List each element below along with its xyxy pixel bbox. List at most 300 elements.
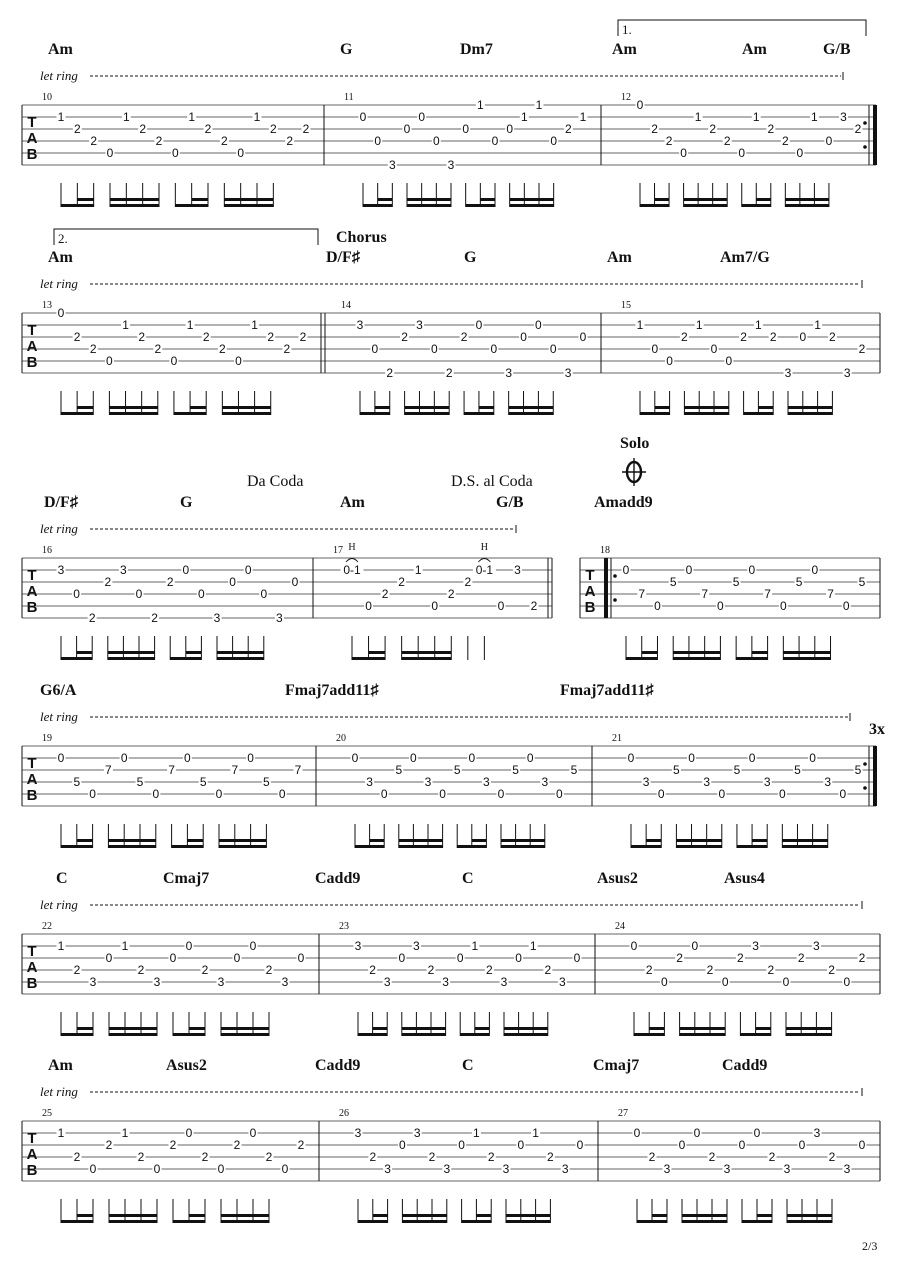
fret-number: 0 xyxy=(120,751,128,765)
fret-number: 0 xyxy=(215,787,223,801)
measure-number: 25 xyxy=(42,1108,52,1119)
fret-number: 0 xyxy=(520,330,527,344)
measure-number: 14 xyxy=(341,300,351,311)
fret-number: 2 xyxy=(201,1150,209,1164)
fret-number: 3 xyxy=(388,158,396,172)
fret-number: 3 xyxy=(514,563,521,577)
tab-clef-t: T xyxy=(27,755,37,772)
fret-number: 0 xyxy=(418,110,426,124)
fret-number: 0 xyxy=(579,330,587,344)
fret-number: 0 xyxy=(657,787,665,801)
fret-number: 0 xyxy=(217,1162,225,1176)
tab-clef-a: A xyxy=(26,1146,38,1163)
beam-secondary xyxy=(787,1214,832,1217)
beam-secondary xyxy=(77,406,93,409)
beam-secondary xyxy=(221,1027,269,1030)
beam-primary xyxy=(684,204,728,207)
fret-number: 1 xyxy=(529,939,537,953)
fret-number: 2 xyxy=(302,122,310,136)
fret-number: 7 xyxy=(827,587,834,601)
fret-number: 0 xyxy=(359,110,367,124)
fret-number: 5 xyxy=(570,763,578,777)
chord-name: Am xyxy=(48,1057,73,1074)
fret-number: 1 xyxy=(253,110,261,124)
beam-primary xyxy=(110,204,159,207)
repeat-dot xyxy=(613,574,617,578)
fret-number: 3 xyxy=(813,1126,821,1140)
hammer-on-label: H xyxy=(348,542,356,553)
beam-secondary xyxy=(109,1214,157,1217)
fret-number: 0 xyxy=(106,354,113,368)
fret-number: 0 xyxy=(169,951,177,965)
chord-name: G xyxy=(180,494,193,511)
measure-11 xyxy=(340,41,588,207)
chord-name: Am xyxy=(48,249,73,266)
beam-primary xyxy=(457,845,486,848)
beam-primary xyxy=(363,204,392,207)
fret-number: 3 xyxy=(703,775,711,789)
fret-number: 3 xyxy=(354,939,362,953)
fret-number: 0 xyxy=(73,587,80,601)
beam-secondary xyxy=(652,1214,667,1217)
fret-number: 2 xyxy=(73,963,81,977)
fret-number: 2 xyxy=(202,330,210,344)
fret-number: 0 xyxy=(633,1126,641,1140)
fret-number: 0 xyxy=(678,1138,686,1152)
fret-number: 2 xyxy=(381,587,389,601)
fret-number: 2 xyxy=(781,134,789,148)
fret-number: 0 xyxy=(796,146,804,160)
beam-secondary xyxy=(187,839,203,842)
fret-number: 2 xyxy=(681,330,688,344)
chord-name: G/B xyxy=(496,494,524,511)
fret-number: 0 xyxy=(171,146,179,160)
fret-number: 0 xyxy=(710,342,718,356)
fret-number: 2 xyxy=(464,575,472,589)
fret-number: 7 xyxy=(231,763,239,777)
fret-number: 0 xyxy=(431,599,439,613)
fret-number: 1 xyxy=(755,318,762,332)
beam-secondary xyxy=(752,651,768,654)
fret-number: 2 xyxy=(105,1138,113,1152)
fret-number: 2 xyxy=(297,1138,305,1152)
fret-number: 0 xyxy=(798,1138,806,1152)
fret-number: 2 xyxy=(829,330,836,344)
tab-clef-t: T xyxy=(27,943,37,960)
fret-number: 0 xyxy=(491,134,499,148)
beam-primary xyxy=(634,1033,664,1036)
beam-secondary xyxy=(472,839,487,842)
beam-primary xyxy=(402,1033,446,1036)
fret-number: 0 xyxy=(748,751,756,765)
fret-number: 2 xyxy=(665,134,673,148)
chord-name: Cmaj7 xyxy=(163,870,210,887)
fret-number: 5 xyxy=(669,575,677,589)
hammer-slur xyxy=(478,559,490,563)
beam-secondary xyxy=(756,1027,771,1030)
let-ring-label: let ring xyxy=(40,897,78,912)
fret-number: 3 xyxy=(413,939,420,953)
fret-number: 2 xyxy=(460,330,468,344)
beam-secondary xyxy=(756,198,771,201)
fret-number: 0 xyxy=(718,787,726,801)
fret-number: 0 xyxy=(468,751,476,765)
fret-number: 2 xyxy=(104,575,112,589)
fret-number: 0 xyxy=(229,575,236,589)
beam-primary xyxy=(108,657,155,660)
fret-number: 2 xyxy=(564,122,572,136)
beam-secondary xyxy=(109,406,157,409)
beam-primary xyxy=(355,845,384,848)
fret-number: 0 xyxy=(526,751,534,765)
fret-number: 0 xyxy=(651,342,659,356)
measure-number: 16 xyxy=(42,545,52,556)
chord-name: Cmaj7 xyxy=(593,1057,640,1074)
fret-number: 3 xyxy=(843,1162,851,1176)
beam-secondary xyxy=(189,1027,205,1030)
fret-number: 0 xyxy=(297,951,305,965)
beam-primary xyxy=(217,657,264,660)
measure-26 xyxy=(315,1057,585,1223)
fret-number: 3 xyxy=(442,975,449,989)
tab-clef-t: T xyxy=(27,1130,37,1147)
fret-number: 2 xyxy=(169,1138,177,1152)
beam-primary xyxy=(504,1033,548,1036)
fret-number: 3 xyxy=(424,775,432,789)
tab-clef-a: A xyxy=(26,338,38,355)
beam-secondary xyxy=(649,1027,664,1030)
fret-number: 0 xyxy=(235,354,242,368)
fret-number: 0 xyxy=(152,787,160,801)
fret-number: 0 xyxy=(182,563,190,577)
fret-number: 0 xyxy=(198,587,205,601)
tab-clef-a: A xyxy=(26,583,38,600)
beam-primary xyxy=(61,412,93,415)
fret-number: 3 xyxy=(752,939,759,953)
beam-secondary xyxy=(684,198,728,201)
beam-primary xyxy=(464,412,494,415)
beam-secondary xyxy=(646,839,661,842)
fret-number: 0 xyxy=(57,751,65,765)
fret-number: 5 xyxy=(199,775,207,789)
fret-number: 0 xyxy=(374,134,382,148)
beam-secondary xyxy=(510,198,554,201)
hammer-on-label: H xyxy=(480,542,488,553)
beam-primary xyxy=(460,1033,489,1036)
beam-secondary xyxy=(222,406,270,409)
measure-15 xyxy=(607,249,867,415)
fret-number: 0 xyxy=(105,951,113,965)
fret-number: 0 xyxy=(517,1138,525,1152)
beam-secondary xyxy=(655,406,670,409)
let-ring-label: let ring xyxy=(40,709,78,724)
fret-number: 1 xyxy=(811,110,818,124)
chord-name: C xyxy=(462,870,474,887)
fret-number: 3 xyxy=(561,1162,569,1176)
beam-primary xyxy=(631,845,661,848)
beam-primary xyxy=(682,1220,727,1223)
fret-number: 3 xyxy=(354,1126,362,1140)
fret-number: 0 xyxy=(738,146,746,160)
fret-number: 1 xyxy=(122,318,129,332)
end-repeat-thick xyxy=(873,105,877,165)
fret-number: 7 xyxy=(105,763,112,777)
fret-number: 2 xyxy=(286,134,294,148)
chord-name: Asus2 xyxy=(166,1057,207,1074)
chord-name: Cadd9 xyxy=(315,1057,361,1074)
fret-number: 0 xyxy=(398,951,406,965)
beam-secondary xyxy=(110,198,159,201)
fret-number: 3 xyxy=(763,775,771,789)
beam-primary xyxy=(742,1220,772,1223)
volta-bracket xyxy=(54,229,318,245)
fret-number: 3 xyxy=(213,611,221,625)
beam-secondary xyxy=(642,651,658,654)
fret-number: 2 xyxy=(427,963,435,977)
fret-number: 2 xyxy=(265,963,273,977)
system-4 xyxy=(22,682,885,848)
chord-name: Asus4 xyxy=(724,870,765,887)
measure-number: 17 xyxy=(333,545,343,556)
chord-name: Fmaj7add11♯ xyxy=(285,682,379,699)
fret-number: 2 xyxy=(151,611,158,625)
beam-primary xyxy=(109,1220,157,1223)
fret-number: 0 xyxy=(462,122,470,136)
navigation-marker: D.S. al Coda xyxy=(451,473,533,490)
fret-number: 2 xyxy=(201,963,209,977)
beam-secondary xyxy=(190,406,206,409)
beam-primary xyxy=(407,204,451,207)
fret-number: 0 xyxy=(680,146,687,160)
beam-primary xyxy=(742,204,771,207)
section-chorus: Chorus xyxy=(336,229,387,246)
beam-primary xyxy=(626,657,657,660)
fret-number: 3 xyxy=(447,158,455,172)
repeat-count: 3x xyxy=(869,721,885,738)
measure-number: 20 xyxy=(336,733,346,744)
beam-primary xyxy=(222,412,270,415)
beam-secondary xyxy=(217,651,264,654)
beam-primary xyxy=(175,204,208,207)
fret-number: 2 xyxy=(265,1150,273,1164)
fret-number: 2 xyxy=(137,963,145,977)
fret-number: 0 xyxy=(135,587,143,601)
beam-secondary xyxy=(758,406,773,409)
beam-primary xyxy=(640,204,669,207)
fret-number: 3 xyxy=(642,775,650,789)
measure-number: 11 xyxy=(344,92,354,103)
chord-name: G6/A xyxy=(40,682,77,699)
fret-number: 1 xyxy=(186,318,194,332)
beam-primary xyxy=(61,657,92,660)
fret-number: 1 xyxy=(579,110,587,124)
fret-number: 5 xyxy=(512,763,519,777)
fret-number: 2 xyxy=(369,1150,377,1164)
beam-secondary xyxy=(402,1027,446,1030)
fret-number: 5 xyxy=(263,775,270,789)
fret-number: 0 xyxy=(278,787,286,801)
fret-number: 0 xyxy=(630,939,638,953)
repeat-dot xyxy=(863,121,867,125)
repeat-dot xyxy=(863,786,867,790)
fret-number: 2 xyxy=(73,122,81,136)
fret-number: 0 xyxy=(748,563,756,577)
beam-secondary xyxy=(192,198,208,201)
fret-number: 1 xyxy=(57,110,65,124)
fret-number: 3 xyxy=(505,366,513,380)
system-5 xyxy=(22,870,880,1036)
beam-secondary xyxy=(509,406,554,409)
measure-number: 22 xyxy=(42,921,52,932)
fret-number: 0 xyxy=(573,951,581,965)
fret-number: 3 xyxy=(383,975,391,989)
fret-number: 3 xyxy=(366,775,373,789)
system-2 xyxy=(22,229,880,415)
fret-number: 1 xyxy=(695,318,703,332)
fret-number: 1 xyxy=(188,110,196,124)
fret-number: 3 xyxy=(89,975,97,989)
beam-secondary xyxy=(108,839,155,842)
fret-number: 2 xyxy=(828,963,835,977)
measure-number: 26 xyxy=(339,1108,349,1119)
fret-number: 0 xyxy=(753,1126,761,1140)
fret-number: 7 xyxy=(294,763,302,777)
fret-number: 0 xyxy=(725,354,733,368)
tab-clef-b: B xyxy=(584,599,596,616)
fret-number: 7 xyxy=(638,587,646,601)
section-solo: Solo xyxy=(620,435,650,452)
chord-name: Asus2 xyxy=(597,870,638,887)
beam-secondary xyxy=(655,198,670,201)
fret-number: 3 xyxy=(483,775,490,789)
beam-secondary xyxy=(373,1214,388,1217)
fret-number: 0 xyxy=(249,1126,257,1140)
system-3 xyxy=(22,435,880,660)
measure-22 xyxy=(42,870,306,1036)
fret-number: 1 xyxy=(121,939,129,953)
beam-primary xyxy=(787,1220,832,1223)
fret-number: 0 xyxy=(576,1138,584,1152)
fret-number: 7 xyxy=(701,587,709,601)
fret-number: 0-1 xyxy=(343,563,361,577)
chord-name: Cadd9 xyxy=(315,870,361,887)
beam-secondary xyxy=(783,651,830,654)
fret-number: 2 xyxy=(269,122,277,136)
let-ring-label: let ring xyxy=(40,1084,78,1099)
beam-secondary xyxy=(682,1214,727,1217)
fret-number: 0 xyxy=(636,98,644,112)
measure-17 xyxy=(333,494,539,660)
beam-secondary xyxy=(369,651,386,654)
beam-secondary xyxy=(399,839,443,842)
fret-number: 3 xyxy=(217,975,225,989)
beam-primary xyxy=(358,1033,387,1036)
fret-number: 0 xyxy=(717,599,724,613)
fret-number: 2 xyxy=(547,1150,554,1164)
beam-secondary xyxy=(476,1214,491,1217)
beam-secondary xyxy=(373,1027,388,1030)
beam-primary xyxy=(221,1220,269,1223)
fret-number: 2 xyxy=(155,134,163,148)
fret-number: 2 xyxy=(447,587,455,601)
beam-primary xyxy=(785,204,829,207)
beam-secondary xyxy=(108,651,155,654)
beam-primary xyxy=(402,657,452,660)
fret-number: 2 xyxy=(88,611,96,625)
tab-clef-b: B xyxy=(26,354,38,371)
beam-secondary xyxy=(785,198,829,201)
fret-number: 0 xyxy=(184,751,191,765)
fret-number: 1 xyxy=(535,98,543,112)
fret-number: 0 xyxy=(556,787,563,801)
fret-number: 0 xyxy=(627,751,635,765)
tab-clef-t: T xyxy=(27,322,37,339)
measure-16 xyxy=(42,494,300,660)
fret-number: 3 xyxy=(416,318,423,332)
fret-number: 3 xyxy=(784,366,792,380)
measure-20 xyxy=(285,682,579,848)
chord-name: C xyxy=(56,870,68,887)
beam-primary xyxy=(680,1033,726,1036)
tab-clef-t: T xyxy=(27,114,37,131)
repeat-dot xyxy=(613,598,617,602)
fret-number: 2 xyxy=(708,1150,716,1164)
fret-number: 2 xyxy=(797,951,805,965)
beam-primary xyxy=(173,1033,205,1036)
fret-number: 3 xyxy=(57,563,65,577)
fret-number: 3 xyxy=(723,1162,731,1176)
fret-number: 2 xyxy=(676,951,683,965)
fret-number: 0 xyxy=(247,751,254,765)
fret-number: 3 xyxy=(413,1126,421,1140)
beam-secondary xyxy=(676,839,721,842)
fret-number: 2 xyxy=(544,963,552,977)
beam-primary xyxy=(399,845,443,848)
fret-number: 1 xyxy=(122,110,130,124)
fret-number: 2 xyxy=(737,951,744,965)
fret-number: 2 xyxy=(709,122,717,136)
fret-number: 2 xyxy=(767,122,775,136)
fret-number: 0 xyxy=(439,787,446,801)
fret-number: 3 xyxy=(276,611,283,625)
fret-number: 7 xyxy=(764,587,771,601)
fret-number: 2 xyxy=(648,1150,656,1164)
measure-number: 23 xyxy=(339,921,349,932)
fret-number: 0 xyxy=(249,939,257,953)
beam-primary xyxy=(61,845,93,848)
fret-number: 0 xyxy=(456,951,464,965)
beam-primary xyxy=(676,845,721,848)
fret-number: 0 xyxy=(475,318,483,332)
fret-number: 5 xyxy=(858,575,866,589)
fret-number: 3 xyxy=(840,110,847,124)
volta-bracket xyxy=(618,20,866,36)
fret-number: 0 xyxy=(779,599,787,613)
fret-number: 0 xyxy=(661,975,668,989)
beam-primary xyxy=(61,204,94,207)
beam-secondary xyxy=(375,406,390,409)
fret-number: 5 xyxy=(673,763,680,777)
fret-number: 2 xyxy=(706,963,714,977)
fret-number: 0 xyxy=(185,1126,193,1140)
fret-number: 3 xyxy=(813,939,820,953)
beam-secondary xyxy=(684,406,728,409)
measure-14 xyxy=(326,249,588,415)
beam-primary xyxy=(61,1220,93,1223)
fret-number: 0 xyxy=(371,342,379,356)
fret-number: 1 xyxy=(251,318,258,332)
beam-primary xyxy=(509,412,554,415)
